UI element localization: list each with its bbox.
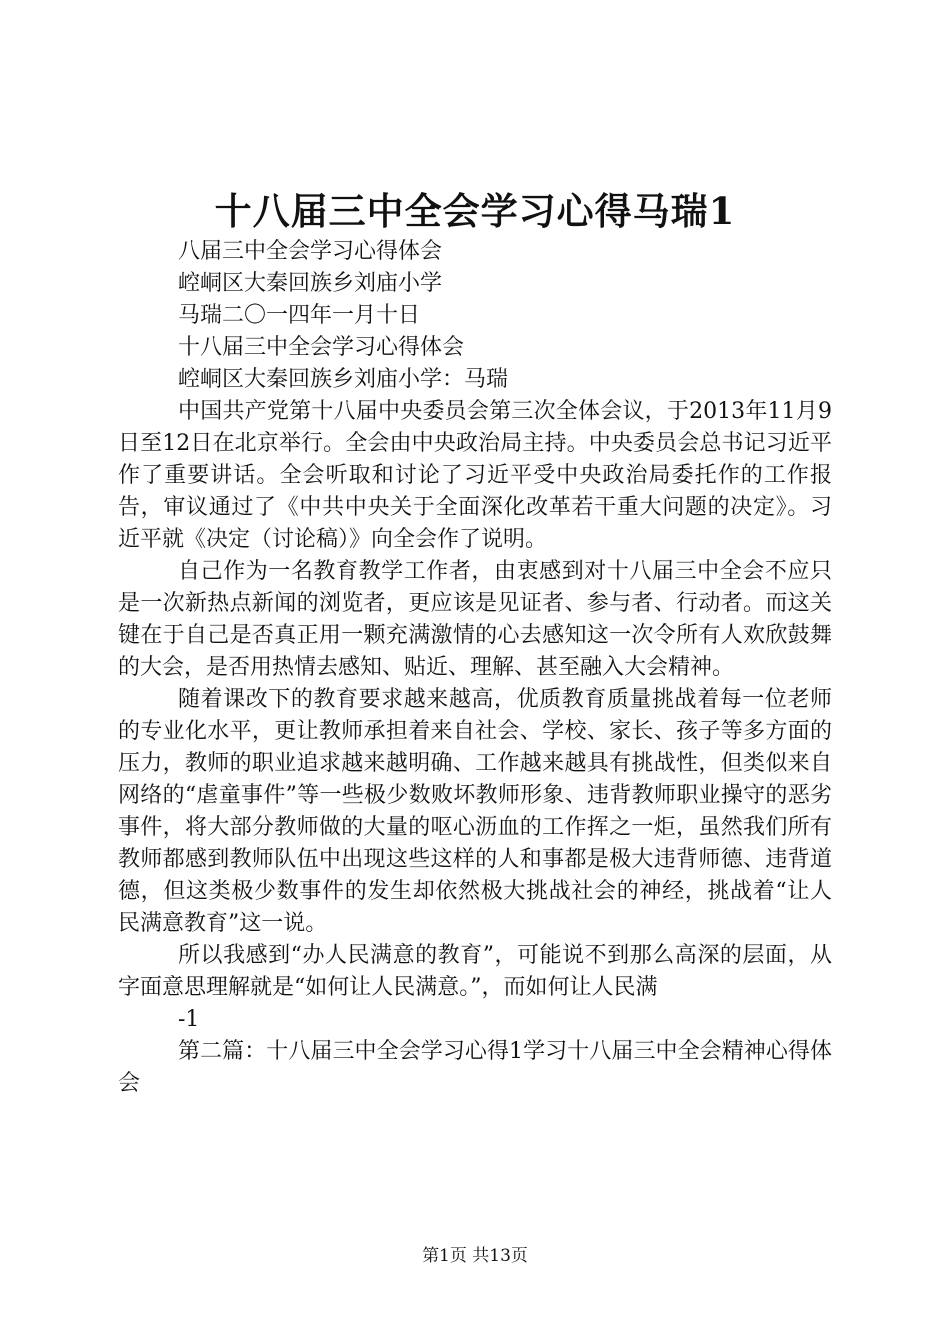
paragraph-school-author: 崆峒区大秦回族乡刘庙小学：马瑞	[178, 367, 509, 392]
page-footer: 第1页 共13页	[422, 1246, 528, 1266]
document-body	[118, 236, 832, 1100]
paragraph-author-date: 马瑞二〇一四年一月十日	[178, 303, 421, 328]
paragraph-body: 自己作为一名教育教学工作者，由衷感到对十八届三中全会不应只是一次新热点新闻的浏览者，更应该是见证者、参与者、行动者。而这关键在于自己是否真正用一颗充满激情的心去感知这一次令所有人欢欣鼓舞的大会，是否用热情去感知、贴近、理解、甚至融入大会精神。	[118, 559, 832, 680]
paragraph-school-1: 崆峒区大秦回族乡刘庙小学	[178, 271, 443, 296]
paragraph-heading-1: 八届三中全会学习心得体会	[178, 239, 443, 264]
paragraph-section-heading: 第二篇：十八届三中全会学习心得1学习十八届三中全会精神心得体会	[118, 1039, 832, 1096]
document-title: 十八届三中全会学习心得马瑞1	[214, 189, 736, 233]
paragraph-body: 所以我感到“办人民满意的教育”，可能说不到那么高深的层面，从字面意思理解就是“如何让人民满意。”，而如何让人民满	[118, 943, 832, 1000]
paragraph-heading-2: 十八届三中全会学习心得体会	[178, 335, 465, 360]
paragraph-body: 中国共产党第十八届中央委员会第三次全体会议，于2013年11月9日至12日在北京举行。全会由中央政治局主持。中央委员会总书记习近平作了重要讲话。全会听取和讨论了习近平受中央政治局委托作的工作报告，审议通过了《中共中央关于全面深化改革若干重大问题的决定》。习近平就《决定（讨论稿）》向全会作了说明。	[118, 399, 832, 552]
page-marker: -1	[178, 1007, 200, 1032]
paragraph-body: 随着课改下的教育要求越来越高，优质教育质量挑战着每一位老师的专业化水平，更让教师承担着来自社会、学校、家长、孩子等多方面的压力，教师的职业追求越来越明确、工作越来越具有挑战性，但类似来自网络的“虐童事件”等一些极少数败坏教师形象、违背教师职业操守的恶劣事件，将大部分教师做的大量的呕心沥血的工作挥之一炬，虽然我们所有教师都感到教师队伍中出现这些这样的人和事都是极大违背师德、违背道德，但这类极少数事件的发生却依然极大挑战社会的神经，挑战着“让人民满意教育”这一说。	[118, 687, 832, 936]
